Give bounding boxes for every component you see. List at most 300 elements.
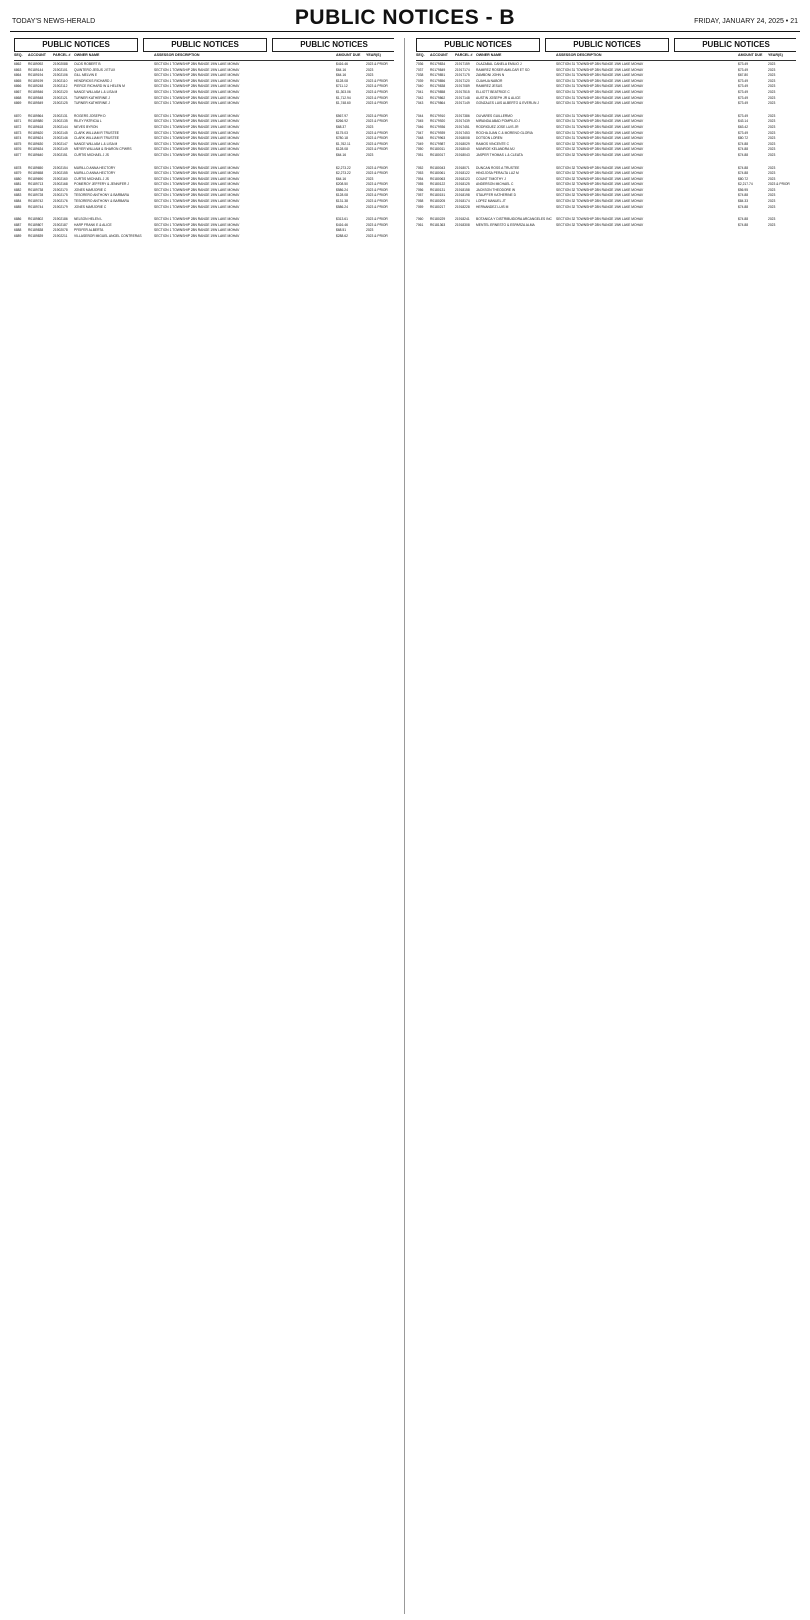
table-cell: R0189618 (28, 124, 44, 129)
table-cell: VILLASEÑOR MIGUEL ANGEL CONTRERAS (74, 234, 142, 239)
table-cell: MURILLO ANNA HECTORY (74, 165, 116, 170)
table-cell: 7054 (416, 176, 424, 181)
table-cell: 6869 (14, 101, 22, 106)
table-cell: HARP FRANK E & ALICE (74, 222, 112, 227)
table-cell: 7037 (416, 67, 424, 72)
table-cell: MEYER WILLIAM & SHARON CPWRS (74, 147, 132, 152)
table-cell: R0189690 (28, 176, 44, 181)
table-cell: 7061 (416, 222, 424, 227)
table-cell: 2023 & PRIOR (366, 234, 388, 239)
table-cell: 7052 (416, 165, 424, 170)
table-cell: R0180205 (430, 199, 446, 204)
col-parcel: PARCEL # (455, 53, 473, 57)
table-cell: DUNCAN ROSS A TRUSTEE (476, 165, 520, 170)
table-cell: 2023 (768, 73, 776, 78)
col-amount: AMOUNT DUE (738, 53, 763, 57)
table-cell: $64.16 (336, 152, 347, 157)
page-title: PUBLIC NOTICES - B (294, 6, 516, 29)
page-header (0, 0, 810, 42)
table-cell: 21902078 (53, 228, 68, 233)
table-cell: NANCE WILLIAM L & LISA M (74, 89, 118, 94)
table-cell: 6871 (14, 119, 22, 124)
table-cell: 2023 (768, 141, 776, 146)
table-cell: OLIVARES GUILLERMO (476, 113, 513, 118)
table-cell: 2023 (768, 187, 776, 192)
table-cell: $266.92 (336, 119, 348, 124)
table-cell: 21917175 (455, 73, 470, 78)
table-cell: R0179963 (430, 136, 446, 141)
table-cell: R0179910 (430, 113, 446, 118)
table-cell: R0189624 (28, 136, 44, 141)
table-cell: 6879 (14, 171, 22, 176)
table-cell: $80.72 (738, 176, 749, 181)
table-cell: $74.88 (738, 193, 749, 198)
table-cell: SECTION 32 TOWNSHIP 28N RANGE 19W LAKE MOHAV (556, 193, 644, 198)
table-cell: ZAMBONI JOHN N (476, 73, 505, 78)
table-cell: SECTION 1 TOWNSHIP 28N RANGE 19W LAKE MOHAV (154, 89, 240, 94)
table-cell: 2023 & PRIOR (366, 141, 388, 146)
table-cell: SECTION 1 TOWNSHIP 28N RANGE 19W LAKE MOHAV (154, 165, 240, 170)
table-cell: 21917451 (455, 124, 470, 129)
table-cell: 21902170 (53, 187, 68, 192)
table-cell: 2023 (768, 124, 776, 129)
table-cell: 7049 (416, 141, 424, 146)
table-cell: 6889 (14, 234, 22, 239)
table-cell: 6885 (14, 204, 22, 209)
table-cell: 7045 (416, 119, 424, 124)
table-cell: BOTANICA Y DISTRIBUIDORA ARCANGELES INC (476, 217, 552, 222)
table-cell: $64.16 (336, 73, 347, 78)
table-cell: SECTION 1 TOWNSHIP 28N RANGE 19W LAKE MOHAV (154, 101, 240, 106)
table-cell: 6868 (14, 95, 22, 100)
table-cell: 6872 (14, 124, 22, 129)
table-cell: R0180063 (430, 176, 446, 181)
table-cell: $1,762.11 (336, 141, 351, 146)
table-cell: 7039 (416, 78, 424, 83)
table-cell: 7056 (416, 187, 424, 192)
table-cell: OLAZABAL CANELA EMILIO J (476, 62, 522, 66)
table-cell: 6882 (14, 187, 22, 192)
section-banner: PUBLIC NOTICES (416, 38, 540, 52)
table-cell: 2023 (768, 62, 776, 66)
table-cell: 21918071 (455, 165, 470, 170)
table-cell: R0189658 (28, 171, 44, 176)
table-cell: SECTION 32 TOWNSHIP 28N RANGE 19W LAKE MOHAV (556, 152, 644, 157)
table-cell: 2023 (768, 119, 776, 124)
notice-rows (14, 62, 394, 240)
col-description: ASSESSOR DESCRIPTION (154, 53, 200, 57)
table-cell: SECTION 1 TOWNSHIP 28N RANGE 19W LAKE MOHAV (154, 95, 240, 100)
table-cell: 2023 (768, 84, 776, 89)
table-cell: $1,712.94 (336, 95, 351, 100)
table-cell: STAUFFER KATHERINE D (476, 193, 516, 198)
table-cell: 21902160 (53, 176, 68, 181)
table-cell: R0189640 (28, 152, 44, 157)
table-cell: 6877 (14, 152, 22, 157)
table-cell: $63.42 (738, 124, 749, 129)
table-cell: 21918228 (455, 204, 470, 209)
table-cell: $68.51 (336, 228, 347, 233)
table-cell: 21918029 (455, 141, 470, 146)
table-cell: 21902106 (53, 73, 68, 78)
table-cell: $73.49 (738, 84, 749, 89)
table-cell: $73.49 (738, 78, 749, 83)
table-cell: R0189548 (28, 95, 44, 100)
table-cell: $2,273.22 (336, 165, 351, 170)
col-seq: SEQ. (416, 53, 425, 57)
table-cell: $416.46 (336, 222, 348, 227)
section-banner: PUBLIC NOTICES (545, 38, 669, 52)
table-cell: MURILLO ANNA HECTORY (74, 171, 116, 176)
table-cell: $313.61 (336, 217, 348, 222)
table-cell: 2023 (768, 165, 776, 170)
table-cell: PIERCE RICHARD W & HELEN M (74, 84, 125, 89)
table-cell: SECTION 1 TOWNSHIP 28N RANGE 19W LAKE MOHAV (154, 67, 240, 72)
table-row (416, 223, 796, 229)
table-cell: $586.24 (336, 187, 348, 192)
table-cell: 2023 & PRIOR (768, 182, 790, 187)
table-cell: DOTSON LOREN (476, 136, 503, 141)
table-cell: 21902112 (53, 84, 68, 89)
table-cell: POMEROY JEFFERY & JENNIFER J (74, 182, 129, 187)
table-cell: 2023 (768, 95, 776, 100)
table-cell: SECTION 32 TOWNSHIP 28N RANGE 19W LAKE MOHAV (556, 199, 644, 204)
table-cell: $73.49 (738, 89, 749, 94)
table-cell: SECTION 31 TOWNSHIP 28N RANGE 19W LAKE MOHAV (556, 119, 644, 124)
table-cell: SECTION 1 TOWNSHIP 28N RANGE 19W LAKE MOHAV (154, 176, 240, 181)
table-cell: 21917439 (455, 119, 470, 124)
table-cell: PFEIFER ALBERTA (74, 228, 104, 233)
table-cell: $64.16 (336, 176, 347, 181)
table-cell: 21902144 (53, 124, 68, 129)
table-cell: 21917148 (455, 95, 470, 100)
left-notices-block (14, 38, 394, 1614)
table-cell: ROCHA JUAN C & MORENO GLORIA (476, 130, 533, 135)
table-cell: 6865 (14, 78, 22, 83)
table-cell: 6874 (14, 136, 22, 141)
table-cell: 2023 (366, 67, 374, 72)
table-cell: SECTION 1 TOWNSHIP 28N RANGE 19W LAKE MOHAV (154, 113, 240, 118)
table-cell: $73.49 (738, 101, 749, 106)
table-cell: $67.80 (738, 73, 749, 78)
table-cell: JONES MARJORIE C (74, 204, 107, 209)
table-cell: SECTION 32 TOWNSHIP 28N RANGE 19W LAKE MOHAV (556, 165, 644, 170)
table-cell: TURNER KATHERINE J (74, 95, 110, 100)
table-cell: SECTION 32 TOWNSHIP 28N RANGE 19W LAKE MOHAV (556, 182, 644, 187)
table-cell: 21917149 (455, 101, 470, 106)
table-cell: 6880 (14, 176, 22, 181)
table-cell: 7042 (416, 95, 424, 100)
table-cell: 6881 (14, 182, 22, 187)
table-cell: 7051 (416, 152, 424, 157)
table-cell: SECTION 1 TOWNSHIP 28N RANGE 19W LAKE MOHAV (154, 119, 240, 124)
table-cell: 21902179 (53, 204, 68, 209)
table-cell: R0179838 (430, 84, 446, 89)
table-cell: R0189620 (28, 130, 44, 135)
table-cell: SECTION 1 TOWNSHIP 28N RANGE 19W LAKE MOHAV (154, 73, 240, 78)
table-cell: SECTION 31 TOWNSHIP 28N RANGE 19W LAKE MOHAV (556, 130, 644, 135)
table-cell: 2023 (366, 176, 374, 181)
table-cell: 2023 & PRIOR (366, 171, 388, 176)
table-cell: 6876 (14, 147, 22, 152)
table-cell: RAMOS VINCENTE C (476, 141, 509, 146)
table-cell: R0189549 (28, 101, 44, 106)
table-cell: $128.08 (336, 78, 348, 83)
table-cell: 7044 (416, 113, 424, 118)
table-cell: 7043 (416, 101, 424, 106)
table-cell: MUNROE KELANDRA MJ (476, 147, 515, 152)
table-cell: R0179939 (430, 130, 446, 135)
table-cell: JACKSON THEODORE W (476, 187, 516, 192)
section-banner: PUBLIC NOTICES (674, 38, 796, 52)
table-row (416, 153, 796, 159)
table-cell: 2023 & PRIOR (366, 113, 388, 118)
table-cell: 21902175 (53, 193, 68, 198)
table-cell: SECTION 31 TOWNSHIP 28N RANGE 19W LAKE MOHAV (556, 73, 644, 78)
col-years: YEAR(S) (768, 53, 783, 57)
col-parcel: PARCEL # (53, 53, 71, 57)
table-cell: SECTION 32 TOWNSHIP 28N RANGE 19W LAKE MOHAV (556, 171, 644, 176)
table-cell: 21902149 (53, 147, 68, 152)
table-row (14, 205, 394, 211)
table-cell: R0189580 (28, 119, 44, 124)
table-cell: R0179834 (430, 62, 446, 66)
table-cell: 21917515 (455, 89, 470, 94)
table-cell: R0180043 (430, 165, 446, 170)
table-cell: 21917089 (455, 84, 470, 89)
table-cell: R0189802 (28, 217, 44, 222)
table-cell: $74.88 (738, 222, 749, 227)
header-rule (10, 31, 800, 32)
table-cell: R0179862 (430, 95, 446, 100)
table-cell: R0189839 (28, 234, 44, 239)
table-cell: R0189650 (28, 165, 44, 170)
table-cell: 2023 (366, 152, 374, 157)
table-cell: 7036 (416, 62, 424, 66)
table-cell: 7053 (416, 171, 424, 176)
table-cell: 21902155 (53, 171, 68, 176)
table-cell: 21917453 (455, 130, 470, 135)
table-cell: R0179920 (430, 119, 446, 124)
table-cell: $80.72 (738, 136, 749, 141)
table-cell: SECTION 32 TOWNSHIP 28N RANGE 19W LAKE MOHAV (556, 176, 644, 181)
table-cell: 21902125 (53, 101, 68, 106)
table-cell: SECTION 1 TOWNSHIP 28N RANGE 19W LAKE MOHAV (154, 152, 240, 157)
table-cell: SECTION 1 TOWNSHIP 28N RANGE 19W LAKE MOHAV (154, 199, 240, 204)
table-cell: 7058 (416, 199, 424, 204)
table-cell: SECTION 1 TOWNSHIP 28N RANGE 19W LAKE MOHAV (154, 193, 240, 198)
col-years: YEAR(S) (366, 53, 381, 57)
table-cell: $711.12 (336, 84, 348, 89)
table-cell: SECTION 31 TOWNSHIP 28N RANGE 19W LAKE MOHAV (556, 136, 644, 141)
table-cell: R0189546 (28, 89, 44, 94)
table-cell: 7050 (416, 147, 424, 152)
table-cell: 2023 & PRIOR (366, 84, 388, 89)
table-cell: 21917159 (455, 62, 470, 66)
table-cell: SECTION 1 TOWNSHIP 28N RANGE 19W LAKE MOHAV (154, 141, 240, 146)
table-cell: 6866 (14, 84, 22, 89)
table-cell: MIRANDA ABAD POMPILIO J (476, 119, 521, 124)
table-cell: 6884 (14, 199, 22, 204)
table-cell: $1,748.60 (336, 101, 351, 106)
table-cell: 2023 & PRIOR (366, 62, 388, 66)
table-cell: 6863 (14, 67, 22, 72)
table-cell: 7040 (416, 84, 424, 89)
table-cell: $131.38 (336, 199, 348, 204)
table-cell: 6867 (14, 89, 22, 94)
table-cell: 7057 (416, 193, 424, 198)
table-cell: $74.88 (738, 141, 749, 146)
table-cell: 6878 (14, 165, 22, 170)
table-cell: 6883 (14, 193, 22, 198)
table-cell: 21917386 (455, 113, 470, 118)
table-cell: $74.88 (738, 152, 749, 157)
section-banner: PUBLIC NOTICES (14, 38, 138, 52)
table-cell: SECTION 1 TOWNSHIP 28N RANGE 19W LAKE MOHAV (154, 234, 240, 239)
table-cell: R0180122 (430, 182, 446, 187)
table-cell: R0180229 (430, 217, 446, 222)
table-cell: $68.37 (336, 124, 347, 129)
table-cell: 6864 (14, 73, 22, 78)
table-cell: 21918123 (455, 176, 470, 181)
table-row (14, 153, 394, 159)
table-cell: R0180217 (430, 204, 446, 209)
table-cell: 2023 & PRIOR (366, 136, 388, 141)
table-cell: R0180061 (430, 171, 446, 176)
table-cell: R0189248 (28, 84, 44, 89)
table-cell: 2023 (768, 171, 776, 176)
table-cell: $73.49 (738, 67, 749, 72)
table-cell: SECTION 1 TOWNSHIP 28N RANGE 19W LAKE MOHAV (154, 182, 240, 187)
table-cell: AUSTIN JOSEPH JR & ALICE (476, 95, 521, 100)
table-cell: 6887 (14, 222, 22, 227)
table-cell: 21918043 (455, 152, 470, 157)
table-cell: MENTEL ERNESTO & ESPARZA ALMA (476, 222, 535, 227)
table-cell: 2023 (768, 101, 776, 106)
table-cell: $567.97 (336, 113, 348, 118)
table-cell: 21918158 (455, 187, 470, 192)
table-cell: 7048 (416, 136, 424, 141)
table-cell: 7060 (416, 217, 424, 222)
table-cell: SECTION 1 TOWNSHIP 28N RANGE 19W LAKE MOHAV (154, 147, 240, 152)
table-cell: RILEY PATRICIA L (74, 119, 102, 124)
table-cell: 6870 (14, 113, 22, 118)
table-cell: SECTION 1 TOWNSHIP 28N RANGE 19W LAKE MOHAV (154, 217, 240, 222)
table-cell: 6862 (14, 62, 22, 66)
table-cell: 2023 (768, 152, 776, 157)
table-cell: 2023 (768, 78, 776, 83)
notice-rows (416, 62, 796, 228)
table-cell: R0189807 (28, 222, 44, 227)
table-cell: 21902168 (53, 182, 68, 187)
table-cell: R0189742 (28, 199, 44, 204)
table-cell: R0181363 (430, 222, 446, 227)
table-cell: $175.03 (336, 130, 348, 135)
table-cell: 7038 (416, 73, 424, 78)
col-seq: SEQ. (14, 53, 23, 57)
table-cell: JONES MARJORIE C (74, 187, 107, 192)
table-cell: 6888 (14, 228, 22, 233)
table-cell: 21902101 (53, 67, 68, 72)
table-cell: 21918198 (455, 193, 470, 198)
table-cell: 21902151 (53, 152, 68, 157)
table-cell: JASPER THOMAS L & CLEATA (476, 152, 523, 157)
table-cell: SECTION 1 TOWNSHIP 28N RANGE 19W LAKE MOHAV (154, 136, 240, 141)
table-cell: SECTION 1 TOWNSHIP 28N RANGE 19W LAKE MOHAV (154, 78, 240, 83)
table-cell: 21902120 (53, 89, 68, 94)
table-cell: 21918174 (455, 199, 470, 204)
section-banner: PUBLIC NOTICES (143, 38, 267, 52)
table-cell: 2023 & PRIOR (366, 78, 388, 83)
table-cell: SECTION 1 TOWNSHIP 28N RANGE 19W LAKE MOHAV (154, 62, 240, 66)
table-cell: $780.18 (336, 136, 348, 141)
table-cell: $84.33 (738, 199, 749, 204)
table-cell: NEVES BYRON (74, 124, 98, 129)
table-cell: $74.88 (738, 147, 749, 152)
table-cell: RAMIREZ JESUS (476, 84, 503, 89)
table-cell: SECTION 1 TOWNSHIP 28N RANGE 19W LAKE MOHAV (154, 124, 240, 129)
table-cell: SECTION 31 TOWNSHIP 28N RANGE 19W LAKE MOHAV (556, 84, 644, 89)
table-cell: R0189194 (28, 73, 44, 78)
table-cell: HERNANDEZ LUIS M (476, 204, 509, 209)
table-row (14, 234, 394, 240)
table-row (416, 205, 796, 211)
table-cell: 21902211 (53, 234, 68, 239)
issue-date: FRIDAY, JANUARY 24, 2025 • 21 (694, 18, 798, 25)
table-cell: R0179849 (430, 67, 446, 72)
table-cell: 21902088 (53, 62, 68, 66)
table-cell: SECTION 1 TOWNSHIP 28N RANGE 19W LAKE MOHAV (154, 84, 240, 89)
table-cell: R0180011 (430, 147, 445, 152)
right-notices-block (416, 38, 796, 1614)
table-cell: SECTION 31 TOWNSHIP 28N RANGE 19W LAKE MOHAV (556, 62, 644, 66)
table-cell: SECTION 1 TOWNSHIP 28N RANGE 19W LAKE MOHAV (154, 222, 240, 227)
table-cell: R0179851 (430, 73, 446, 78)
table-cell: R0189634 (28, 147, 44, 152)
table-cell: QUINTERO JESUS J ETUX (74, 67, 116, 72)
table-cell: 2023 (768, 199, 776, 204)
table-cell: RAMIREZ ROSER AMILCAR ET SO (476, 67, 530, 72)
table-cell: 2023 & PRIOR (366, 130, 388, 135)
table-cell: 21917120 (455, 78, 470, 83)
table-cell: 6886 (14, 217, 22, 222)
table-cell: $73.49 (738, 62, 749, 66)
table-cell: SECTION 31 TOWNSHIP 28N RANGE 19W LAKE MOHAV (556, 95, 644, 100)
table-cell: 21917174 (455, 67, 470, 72)
col-account: ACCOUNT (430, 53, 448, 57)
table-cell: R0189199 (28, 78, 44, 83)
table-cell: LOPEZ MANUEL JT (476, 199, 506, 204)
table-cell: R0189144 (28, 67, 44, 72)
table-cell: $2,273.22 (336, 171, 351, 176)
table-cell: R0179858 (430, 89, 446, 94)
table-cell: 2023 (768, 130, 776, 135)
table-cell: $74.88 (738, 217, 749, 222)
table-cell: 2023 & PRIOR (366, 89, 388, 94)
table-cell: 21902145 (53, 130, 68, 135)
table-cell: 2023 & PRIOR (366, 165, 388, 170)
table-cell: 7041 (416, 89, 424, 94)
table-cell: RODRIGUEZ JOSE LUIS JR (476, 124, 519, 129)
table-cell: 7059 (416, 204, 424, 209)
table-cell: 7046 (416, 124, 424, 129)
table-cell: 2023 (768, 67, 776, 72)
table-cell: SECTION 1 TOWNSHIP 28N RANGE 19W LAKE MOHAV (154, 204, 240, 209)
table-cell: R0189713 (28, 182, 44, 187)
table-cell: 21902110 (53, 78, 68, 83)
table-cell: SECTION 1 TOWNSHIP 28N RANGE 19W LAKE MOHAV (154, 228, 240, 233)
table-cell: SECTION 1 TOWNSHIP 28N RANGE 19W LAKE MOHAV (154, 130, 240, 135)
